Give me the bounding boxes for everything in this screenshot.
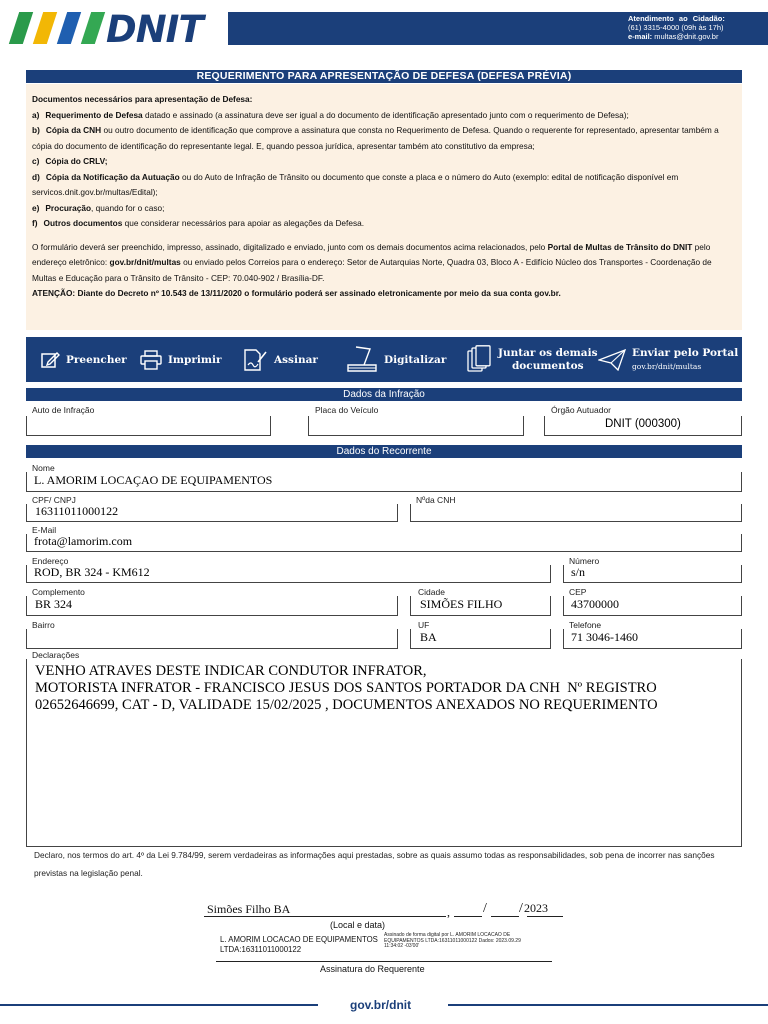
requirement-text: que considerar necessários para apoiar as alegações da Defesa. (122, 218, 365, 228)
signature-place: Simões Filho BA (207, 902, 291, 916)
applicant-section-title: Dados do Recorrente (26, 445, 742, 458)
step-join-label-2: documentos (511, 359, 584, 372)
nome-value: L. AMORIM LOCAÇAO DE EQUIPAMENTOS (34, 473, 273, 487)
cpf-cnpj-field[interactable] (26, 504, 398, 522)
nome-label: Nome (32, 463, 55, 473)
orgao-autuador-label: Órgão Autuador (551, 405, 612, 415)
complemento-label: Complemento (32, 587, 85, 597)
signature-line (216, 961, 552, 962)
requirement-tag: f) (32, 218, 38, 228)
footer-line-right (448, 1004, 768, 1006)
step-send-label-sub: gov.br/dnit/multas (632, 361, 702, 371)
requirement-text: datado e assinado (a assinatura deve ser igual a do documento de identificação apresentado junto com o requerimento de Defesa); (142, 109, 629, 120)
requirements-text (32, 92, 722, 302)
contact-title: Atendimento ao Cidadão: (628, 14, 725, 23)
requirement-bold: Cópia do CRLV; (45, 156, 108, 166)
submission-instructions (32, 240, 722, 287)
portal-name: Portal de Multas de Trânsito do DNIT (547, 241, 693, 252)
auto-infracao-field[interactable] (26, 416, 271, 436)
endereco-value: ROD, BR 324 - KM612 (34, 565, 150, 579)
instructions-text-e: ou enviado pelos Correios para o endereço: Setor de Autarquias Norte, Quadra 03, Bloco A - Edifício Núcleo dos Transportes - Coordenação de Multas e Educação para o Trânsito de Trânsito - CEP: 70.040-902 / Brasília-DF. (32, 257, 712, 283)
requirements-list (32, 108, 722, 232)
declaracoes-label: Declarações (32, 650, 80, 660)
digital-signature-stamp: Assinado de forma digital por L. AMORIM LOCACAO DE EQUIPAMENTOS LTDA:16311011000122 Dados: 2023.09.29 11:34:02 -03'00' (384, 932, 521, 949)
attention-note: ATENÇÃO: Diante do Decreto nº 10.543 de 13/11/2020 o formulário poderá ser assinado eletronicamente por meio da sua conta gov.br. (32, 288, 561, 298)
telefone-field[interactable] (563, 629, 742, 649)
requirement-bold: Cópia da CNH (45, 125, 102, 135)
declaracoes-value: VENHO ATRAVES DESTE INDICAR CONDUTOR INFRATOR, MOTORISTA INFRATOR - FRANCISCO JESUS DOS SANTOS PORTADOR DA CNH Nº REGISTRO 02652646699, CAT - D, VALIDADE 15/02/2025 , DOCUMENTOS ANEXADOS NO REQUERIMENTO (35, 663, 658, 713)
sign-document-icon (242, 348, 268, 372)
step-join-label-1: Juntar os demais (498, 346, 598, 359)
footer-line-left (0, 1004, 318, 1006)
requirement-tag: d) (32, 171, 40, 182)
requirement-bold: Procuração (45, 202, 92, 213)
requirement-bold: Requerimento de Defesa (45, 109, 143, 120)
requirement-item (32, 108, 722, 124)
placa-label: Placa do Veículo (315, 405, 379, 415)
requirements-heading: Documentos necessários para apresentação de Defesa: (32, 94, 253, 104)
step-send[interactable] (598, 337, 738, 382)
telefone-value: 71 3046-1460 (571, 630, 638, 644)
requirement-tag: b) (32, 125, 40, 135)
date-day-field[interactable] (454, 916, 482, 917)
step-join-label (498, 347, 597, 373)
scanner-icon (346, 345, 378, 375)
orgao-autuador-field[interactable] (544, 416, 742, 436)
cnh-field[interactable] (410, 504, 742, 522)
instructions-text-c: pelo endereço eletrônico: (32, 241, 711, 267)
step-send-label-main: Enviar pelo Portal (632, 346, 739, 359)
step-fill-label: Preencher (66, 353, 127, 366)
requirement-tag: c) (32, 156, 40, 166)
cep-field[interactable] (563, 596, 742, 616)
uf-field[interactable] (410, 629, 551, 649)
nome-field[interactable] (26, 472, 742, 492)
numero-value: s/n (571, 565, 586, 579)
requirement-text: ou outro documento de identificação que comprove a assinatura que consta no Requerimento de Defesa. Quando o requerente for representado, apresentar também a cópia do documento de identificação do representante legal. E, quando pessoa jurídica, apresentar também ato constitutivo da empresa; (32, 125, 719, 151)
numero-label: Número (569, 556, 600, 566)
orgao-autuador-value: DNIT (000300) (605, 418, 681, 430)
endereco-label: Endereço (32, 556, 69, 566)
paper-plane-icon (598, 349, 626, 371)
edit-icon (40, 350, 60, 370)
requirement-text: , quando for o caso; (91, 202, 165, 213)
contact-info (628, 14, 725, 41)
place-date-label: (Local e data) (330, 920, 386, 930)
requirement-item (32, 154, 722, 170)
cpf-cnpj-value: 16311011000122 (35, 504, 119, 518)
numero-field[interactable] (563, 565, 742, 583)
telefone-label: Telefone (569, 620, 602, 630)
infraction-section-title: Dados da Infração (26, 388, 742, 401)
email-label: E-Mail (32, 525, 57, 535)
requirement-item (32, 201, 722, 217)
contact-email-label: e-mail: (628, 32, 653, 41)
email-value: frota@lamorim.com (34, 534, 133, 548)
cpf-cnpj-label: CPF/ CNPJ (32, 495, 76, 505)
step-sign[interactable] (242, 337, 318, 382)
step-send-label (632, 347, 738, 373)
documents-stack-icon (466, 345, 492, 375)
requirement-text: ou do Auto de Infração de Trânsito ou documento que conste a placa e o número do Auto (exemplo: edital de notificação disponível em servicos.dnit.gov.br/multas/Edital); (32, 171, 679, 197)
requirement-tag: e) (32, 202, 40, 213)
uf-label: UF (418, 620, 430, 630)
cep-value: 43700000 (571, 597, 619, 611)
cnh-label: Nºda CNH (416, 495, 456, 505)
endereco-field[interactable] (26, 565, 551, 583)
complemento-value: BR 324 (35, 597, 73, 611)
requirement-bold: Cópia da Notificação da Autuação (45, 171, 180, 182)
footer-site-link[interactable]: gov.br/dnit (350, 998, 412, 1012)
cidade-field[interactable] (410, 596, 551, 616)
form-title: REQUERIMENTO PARA APRESENTAÇÃO DE DEFESA (DEFESA PRÉVIA) (26, 70, 742, 83)
step-sign-label: Assinar (274, 353, 318, 366)
date-month-field[interactable] (491, 916, 519, 917)
requirement-bold: Outros documentos (43, 218, 123, 228)
step-scan[interactable] (346, 337, 446, 382)
requirement-tag: a) (32, 109, 40, 120)
step-join[interactable] (466, 337, 597, 382)
instructions-text-a: O formulário deverá ser preenchido, impresso, assinado, digitalizado e enviado, junto com os demais documentos acima relacionados, pelo (32, 241, 548, 252)
declaracoes-field[interactable] (26, 659, 742, 847)
digital-signer-name: L. AMORIM LOCACAO DE EQUIPAMENTOS LTDA:16311011000122 (220, 935, 378, 954)
portal-link[interactable]: gov.br/dnit/multas (109, 257, 181, 267)
cidade-label: Cidade (418, 587, 445, 597)
contact-phone: (61) 3315-4000 (09h às 17h) (628, 23, 724, 32)
cidade-value: SIMÕES FILHO (420, 597, 503, 611)
uf-value: BA (420, 630, 437, 644)
cep-label: CEP (569, 587, 587, 597)
requirement-item (32, 123, 722, 154)
requirement-item (32, 216, 722, 232)
printer-icon (140, 350, 162, 370)
bairro-label: Bairro (32, 620, 55, 630)
contact-email-line (628, 32, 725, 41)
requirement-item (32, 170, 722, 201)
step-scan-label: Digitalizar (384, 353, 447, 366)
date-year-value: 2023 (524, 901, 548, 915)
place-date-line: Simões Filho BA , / / 2023 (204, 900, 564, 920)
auto-infracao-label: Auto de Infração (32, 405, 95, 415)
step-fill[interactable] (40, 337, 127, 382)
complemento-field[interactable] (26, 596, 398, 616)
step-print-label: Imprimir (168, 353, 222, 366)
signature-label: Assinatura do Requerente (320, 964, 425, 974)
email-field[interactable] (26, 534, 742, 552)
contact-email-link[interactable]: multas@dnit.gov.br (654, 32, 719, 41)
dnit-logo: DNIT (106, 8, 203, 51)
placa-field[interactable] (308, 416, 524, 436)
steps-bar (26, 337, 742, 382)
legal-declaration: Declaro, nos termos do art. 4º da Lei 9.784/99, serem verdadeiras as informações aqui prestadas, sobre as quais assumo todas as responsabilidades, sob pena de incorrer nas sanções previstas na legislação penal. (34, 850, 715, 878)
bairro-field[interactable] (26, 629, 398, 649)
step-print[interactable] (140, 337, 222, 382)
